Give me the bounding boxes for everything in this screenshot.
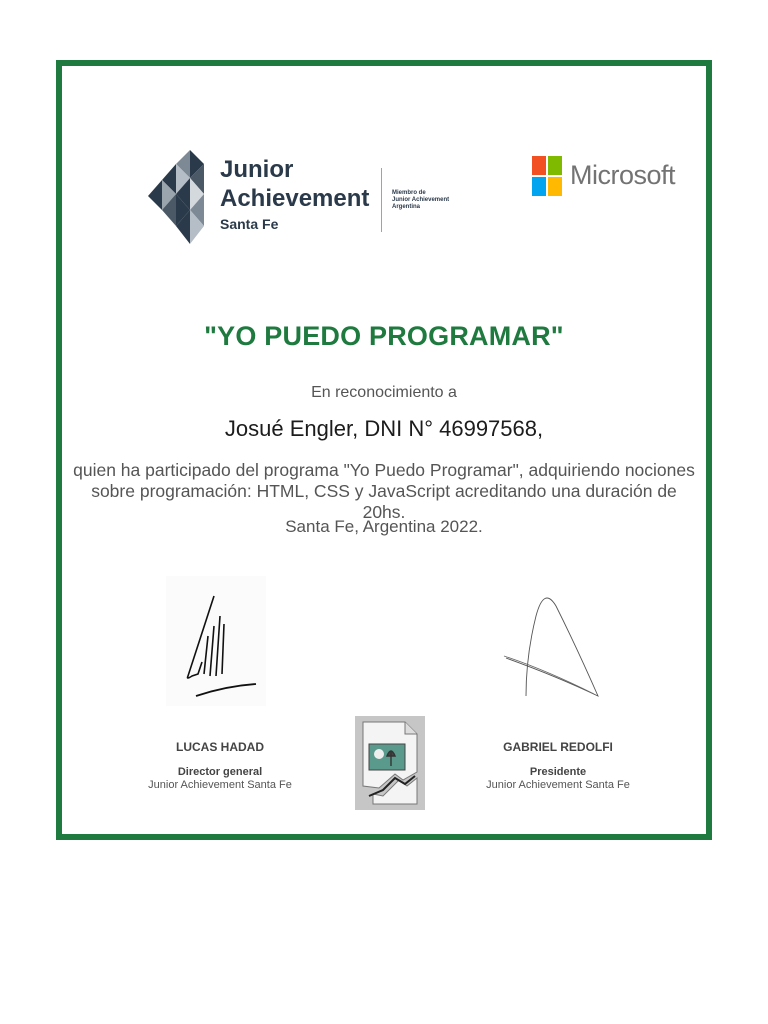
certificate-frame [56,60,712,840]
microsoft-squares-icon [532,156,564,196]
signature-left-drawing [166,576,266,706]
signature-right [496,586,616,706]
place-date: Santa Fe, Argentina 2022. [285,517,483,536]
ja-member-line: Argentina [392,204,421,210]
ja-logo-text-achievement: Achievement [220,185,370,212]
broken-image-placeholder [355,716,425,810]
body-line: sobre programación: HTML, CSS y JavaScript acreditando una duración de 20hs. [91,481,677,522]
ja-member-line: Junior Achievement [392,197,450,203]
signature-left [166,576,266,706]
ja-logo-text-junior: Junior [220,156,294,183]
ja-logo-divider [381,168,382,232]
microsoft-logo-text: Microsoft [570,160,676,190]
ja-emblem-icon [148,148,218,248]
ja-logo-text-santafe: Santa Fe [220,216,279,232]
body-line: quien ha participado del programa "Yo Puedo Programar", adquiriendo nociones [73,460,695,480]
broken-image-icon [355,716,425,810]
microsoft-logo [532,156,682,198]
signer-role: Director general [177,766,263,778]
signer-name: GABRIEL REDOLFI [503,740,613,754]
signer-right [448,740,668,791]
certificate-title: "YO PUEDO PROGRAMAR" [204,321,564,351]
signer-role: Presidente [529,766,587,778]
signature-right-drawing [496,586,616,706]
signer-org: Junior Achievement Santa Fe [148,779,292,791]
ja-member-line: Miembro de [392,190,426,196]
certificate-body [72,460,696,523]
ja-member-text [392,190,449,211]
signer-left [110,740,330,791]
signer-name: LUCAS HADAD [176,740,264,754]
junior-achievement-logo [148,148,458,248]
signer-org: Junior Achievement Santa Fe [486,779,630,791]
recipient-name: Josué Engler, DNI N° 46997568, [224,416,544,441]
recognition-text: En reconocimiento a [311,384,457,401]
